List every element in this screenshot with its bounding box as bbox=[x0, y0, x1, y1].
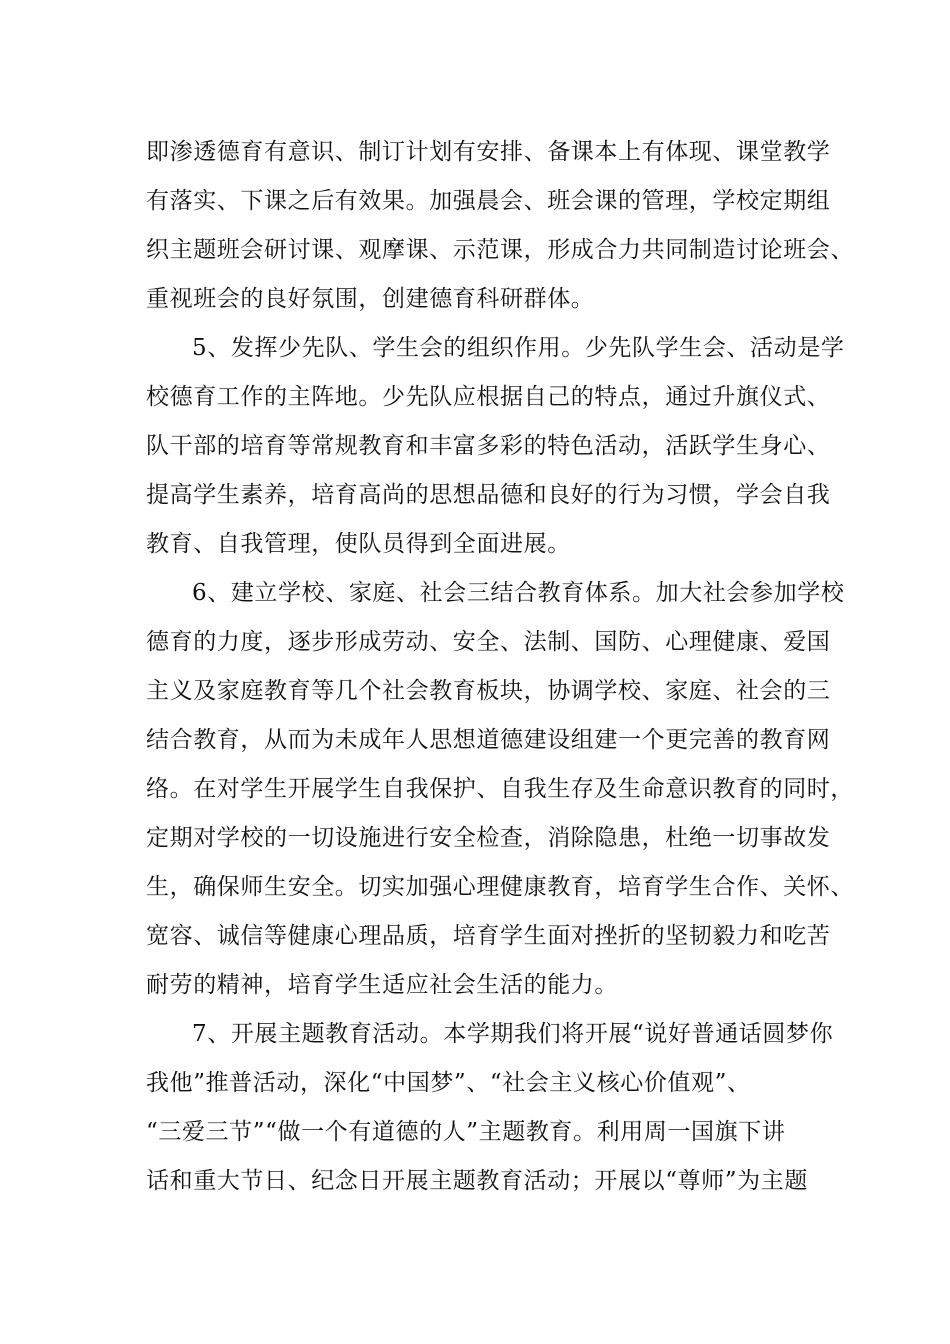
text-line: 队干部的培育等常规教育和丰富多彩的特色活动，活跃学生身心、 bbox=[146, 433, 831, 459]
text-line: 德育的力度，逐步形成劳动、安全、法制、国防、心理健康、爱国 bbox=[146, 629, 831, 655]
text-line: 织主题班会研讨课、观摩课、示范课，形成合力共同制造讨论班会、 bbox=[146, 237, 854, 263]
text-line: 宽容、诚信等健康心理品质，培育学生面对挫折的坚韧毅力和吃苦 bbox=[146, 923, 831, 949]
text-line: 定期对学校的一切设施进行安全检查，消除隐患，杜绝一切事故发 bbox=[146, 825, 831, 851]
text-line: 主义及家庭教育等几个社会教育板块，协调学校、家庭、社会的三 bbox=[146, 678, 831, 704]
paragraph-6-first-line: 6、建立学校、家庭、社会三结合教育体系。加大社会参加学校 bbox=[192, 580, 845, 606]
text-line: 我他”推普活动，深化“中国梦”、“社会主义核心价值观”、 bbox=[146, 1070, 751, 1096]
text-line: 耐劳的精神，培育学生适应社会生活的能力。 bbox=[146, 972, 618, 998]
text-line: 生，确保师生安全。切实加强心理健康教育，培育学生合作、关怀、 bbox=[146, 874, 854, 900]
text-line: 重视班会的良好氛围，创建德育科研群体。 bbox=[146, 286, 595, 312]
text-line: 络。在对学生开展学生自我保护、自我生存及生命意识教育的同时， bbox=[146, 776, 854, 802]
text-line: 话和重大节日、纪念日开展主题教育活动；开展以“尊师”为主题 bbox=[146, 1168, 808, 1194]
paragraph-7-first-line: 7、开展主题教育活动。本学期我们将开展“说好普通话圆梦你 bbox=[192, 1021, 834, 1047]
paragraph-5-first-line: 5、发挥少先队、学生会的组织作用。少先队学生会、活动是学 bbox=[192, 335, 845, 361]
text-line: “三爱三节”“做一个有道德的人”主题教育。利用周一国旗下讲 bbox=[146, 1119, 786, 1145]
body-text bbox=[146, 128, 854, 1206]
text-line: 结合教育，从而为未成年人思想道德建设组建一个更完善的教育网 bbox=[146, 727, 831, 753]
text-line: 提高学生素养，培育高尚的思想品德和良好的行为习惯，学会自我 bbox=[146, 482, 831, 508]
text-line: 即渗透德育有意识、制订计划有安排、备课本上有体现、课堂教学 bbox=[146, 139, 831, 165]
text-line: 有落实、下课之后有效果。加强晨会、班会课的管理，学校定期组 bbox=[146, 188, 831, 214]
text-line: 校德育工作的主阵地。少先队应根据自己的特点，通过升旗仪式、 bbox=[146, 384, 831, 410]
text-line: 教育、自我管理，使队员得到全面进展。 bbox=[146, 531, 571, 557]
